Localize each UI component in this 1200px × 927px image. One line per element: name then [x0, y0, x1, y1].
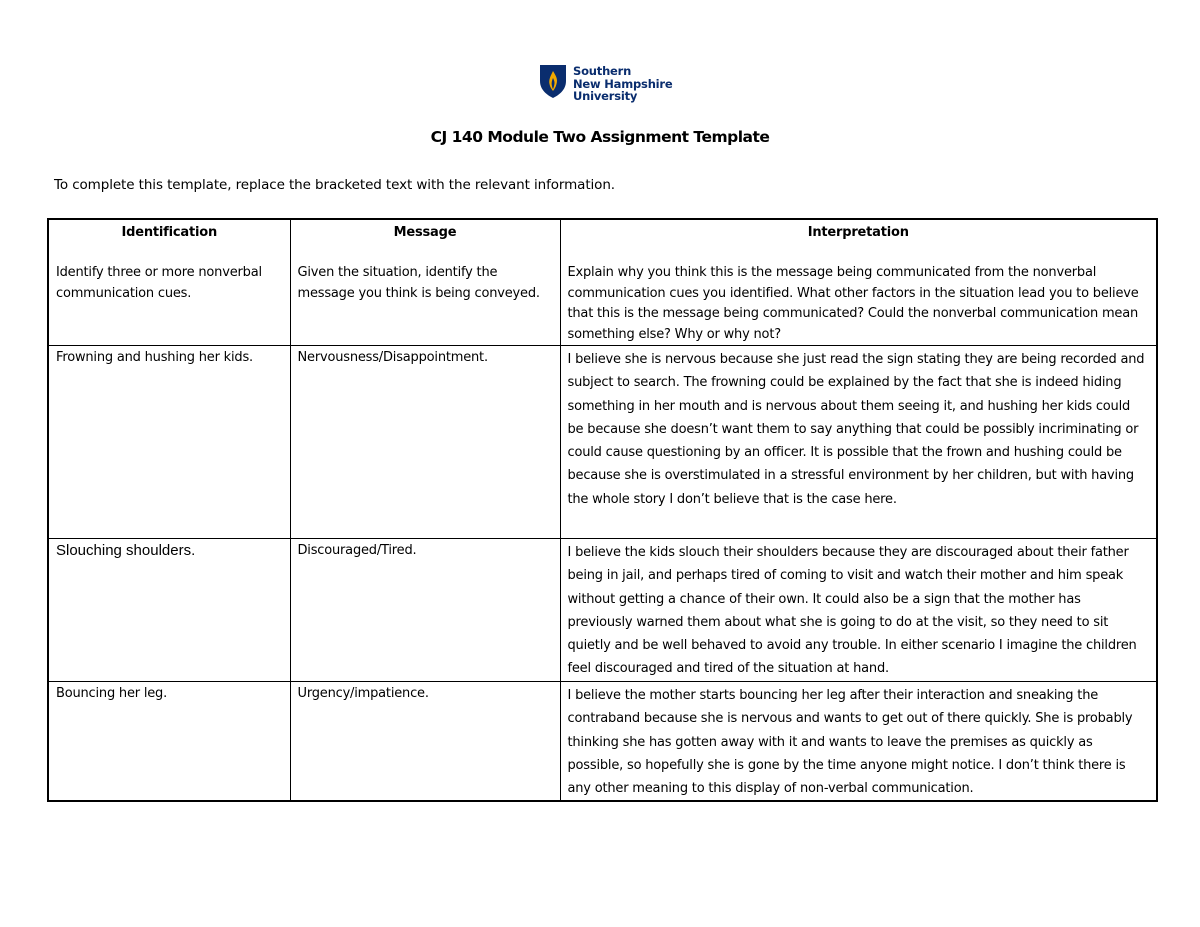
cell-message	[290, 346, 560, 539]
interpretation-text: I believe the mother starts bouncing her leg after their interaction and sneaking the contraband because she is nervous and wants to get out of there quickly. She is probably thinking she has gotten away with it and wants to leave the premises as quickly as possible, so hopefully she is gone by the time anyone might notice. I don’t think there is any other meaning to this display of non-verbal communication.	[567, 688, 1133, 797]
message-text: Nervousness/Disappointment.	[297, 350, 488, 365]
logo-line-1: Southern	[573, 64, 632, 78]
column-header-interpretation: Interpretation	[807, 225, 909, 240]
interpretation-text: I believe she is nervous because she just read the sign stating they are being recorded and subject to search. The frowning could be explained by the fact that she is indeed hiding something in her mouth and is nervous about them seeing it, and hushing her kids could be because she doesn’t want them to say anything that could be possibly incriminating or could cause questioning by an officer. It is possible that the frown and hushing could be because she is overstimulated in a stressful environment by her children, but with having the whole story I don’t believe that is the case here.	[567, 352, 1145, 507]
assignment-table	[47, 218, 1158, 802]
table-row	[48, 539, 1157, 682]
instructions-text: To complete this template, replace the bracketed text with the relevant information.	[54, 177, 615, 193]
document-title: CJ 140 Module Two Assignment Template	[430, 128, 770, 146]
cell-interpretation	[560, 346, 1157, 539]
shield-flame-icon	[539, 64, 567, 99]
header-cell-message	[290, 219, 560, 346]
message-text: Discouraged/Tired.	[297, 543, 417, 558]
identification-text: Bouncing her leg.	[56, 686, 168, 701]
cell-identification	[48, 539, 290, 682]
university-logo	[539, 64, 673, 103]
identification-text: Slouching shoulders.	[56, 542, 196, 559]
prompt-interpretation: Explain why you think this is the message being communicated from the nonverbal communication cues you identified. What other factors in the situation lead you to believe that this is the message being communicated? Could the nonverbal communication mean something else? Why or why not?	[567, 265, 1139, 342]
cell-message	[290, 539, 560, 682]
column-header-identification: Identification	[121, 225, 218, 240]
message-text: Urgency/impatience.	[297, 686, 429, 701]
header-cell-identification	[48, 219, 290, 346]
cell-identification	[48, 346, 290, 539]
logo-wordmark	[573, 65, 673, 103]
cell-interpretation	[560, 539, 1157, 682]
header-cell-interpretation	[560, 219, 1157, 346]
prompt-identification: Identify three or more nonverbal communication cues.	[56, 265, 262, 301]
interpretation-text: I believe the kids slouch their shoulders because they are discouraged about their father being in jail, and perhaps tired of coming to visit and watch their mother and him speak without getting a chance of their own. It could also be a sign that the mother has previously warned them about what she is going to do at the visit, so they need to sit quietly and be well behaved to avoid any trouble. In either scenario I imagine the children feel discouraged and tired of the situation at hand.	[567, 545, 1137, 677]
table-header-row	[48, 219, 1157, 346]
cell-identification	[48, 682, 290, 802]
table-row	[48, 682, 1157, 802]
cell-message	[290, 682, 560, 802]
logo-line-2: New Hampshire	[573, 76, 673, 91]
column-header-message: Message	[393, 225, 457, 240]
prompt-message: Given the situation, identify the message you think is being conveyed.	[297, 265, 540, 301]
table-row	[48, 346, 1157, 539]
cell-interpretation	[560, 682, 1157, 802]
identification-text: Frowning and hushing her kids.	[56, 350, 253, 365]
logo-line-3: University	[573, 89, 638, 103]
